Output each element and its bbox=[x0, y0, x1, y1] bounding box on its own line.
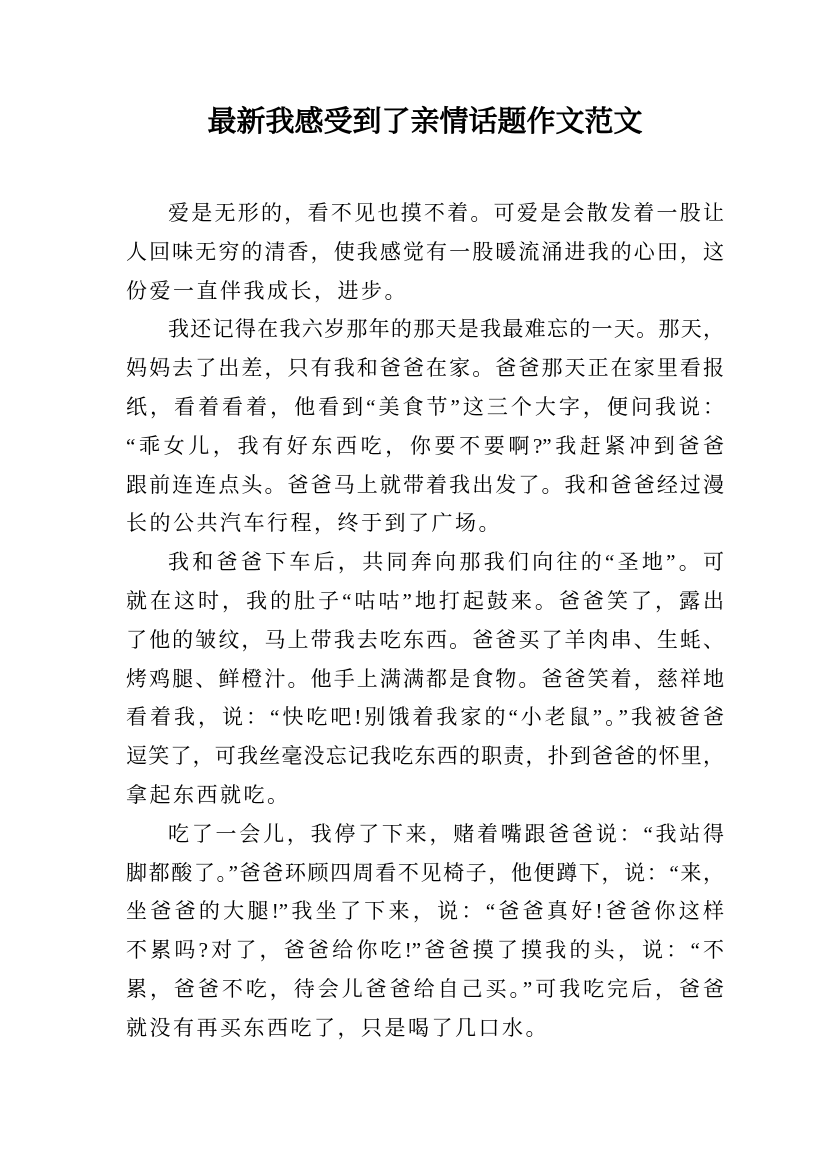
paragraph-line: 长的公共汽车行程，终于到了广场。 bbox=[126, 511, 502, 536]
paragraph bbox=[126, 310, 724, 543]
paragraph-line: 份爱一直伴我成长，进步。 bbox=[126, 278, 408, 303]
paragraph-line: 纸，看着看着，他看到“美食节”这三个大字，便问我说： bbox=[126, 394, 724, 419]
paragraph-line: “乖女儿，我有好东西吃，你要不要啊?”我赶紧冲到爸爸 bbox=[126, 433, 724, 458]
document-title: 最新我感受到了亲情话题作文范文 bbox=[207, 106, 643, 138]
paragraph-line: 爱是无形的，看不见也摸不着。可爱是会散发着一股让 bbox=[168, 201, 724, 225]
paragraph-line: 就在这时，我的肚子“咕咕”地打起鼓来。爸爸笑了，露出 bbox=[126, 588, 724, 613]
paragraph bbox=[126, 543, 724, 815]
paragraph bbox=[126, 194, 724, 310]
paragraph-line: 不累吗?对了，爸爸给你吃!”爸爸摸了摸我的头，说：“不 bbox=[126, 938, 724, 963]
paragraph-line: 坐爸爸的大腿!”我坐了下来，说：“爸爸真好!爸爸你这样 bbox=[126, 899, 724, 924]
paragraph-line: 拿起东西就吃。 bbox=[126, 782, 291, 807]
paragraph-line: 就没有再买东西吃了，只是喝了几口水。 bbox=[126, 1015, 549, 1040]
paragraph-line: 累，爸爸不吃，待会儿爸爸给自己买。”可我吃完后，爸爸 bbox=[126, 976, 724, 1001]
document-body bbox=[126, 194, 724, 1048]
paragraph-line: 妈妈去了出差，只有我和爸爸在家。爸爸那天正在家里看报 bbox=[126, 356, 724, 381]
paragraph-line: 看着我，说：“快吃吧!别饿着我家的“小老鼠”。”我被爸爸 bbox=[126, 705, 724, 730]
paragraph-line: 了他的皱纹，马上带我去吃东西。爸爸买了羊肉串、生蚝、 bbox=[126, 627, 724, 652]
paragraph-line: 烤鸡腿、鲜橙汁。他手上满满都是食物。爸爸笑着，慈祥地 bbox=[126, 666, 724, 691]
paragraph-line: 我还记得在我六岁那年的那天是我最难忘的一天。那天， bbox=[168, 317, 724, 342]
paragraph-line: 吃了一会儿，我停了下来，赌着嘴跟爸爸说：“我站得 bbox=[168, 821, 724, 846]
paragraph bbox=[126, 815, 724, 1048]
paragraph-line: 人回味无穷的清香，使我感觉有一股暖流涌进我的心田，这 bbox=[126, 239, 724, 264]
paragraph-line: 逗笑了，可我丝毫没忘记我吃东西的职责，扑到爸爸的怀里， bbox=[126, 744, 724, 769]
paragraph-line: 跟前连连点头。爸爸马上就带着我出发了。我和爸爸经过漫 bbox=[126, 472, 724, 497]
paragraph-line: 我和爸爸下车后，共同奔向那我们向往的“圣地”。可 bbox=[168, 550, 724, 575]
paragraph-line: 脚都酸了。”爸爸环顾四周看不见椅子，他便蹲下，说：“来， bbox=[126, 860, 724, 885]
